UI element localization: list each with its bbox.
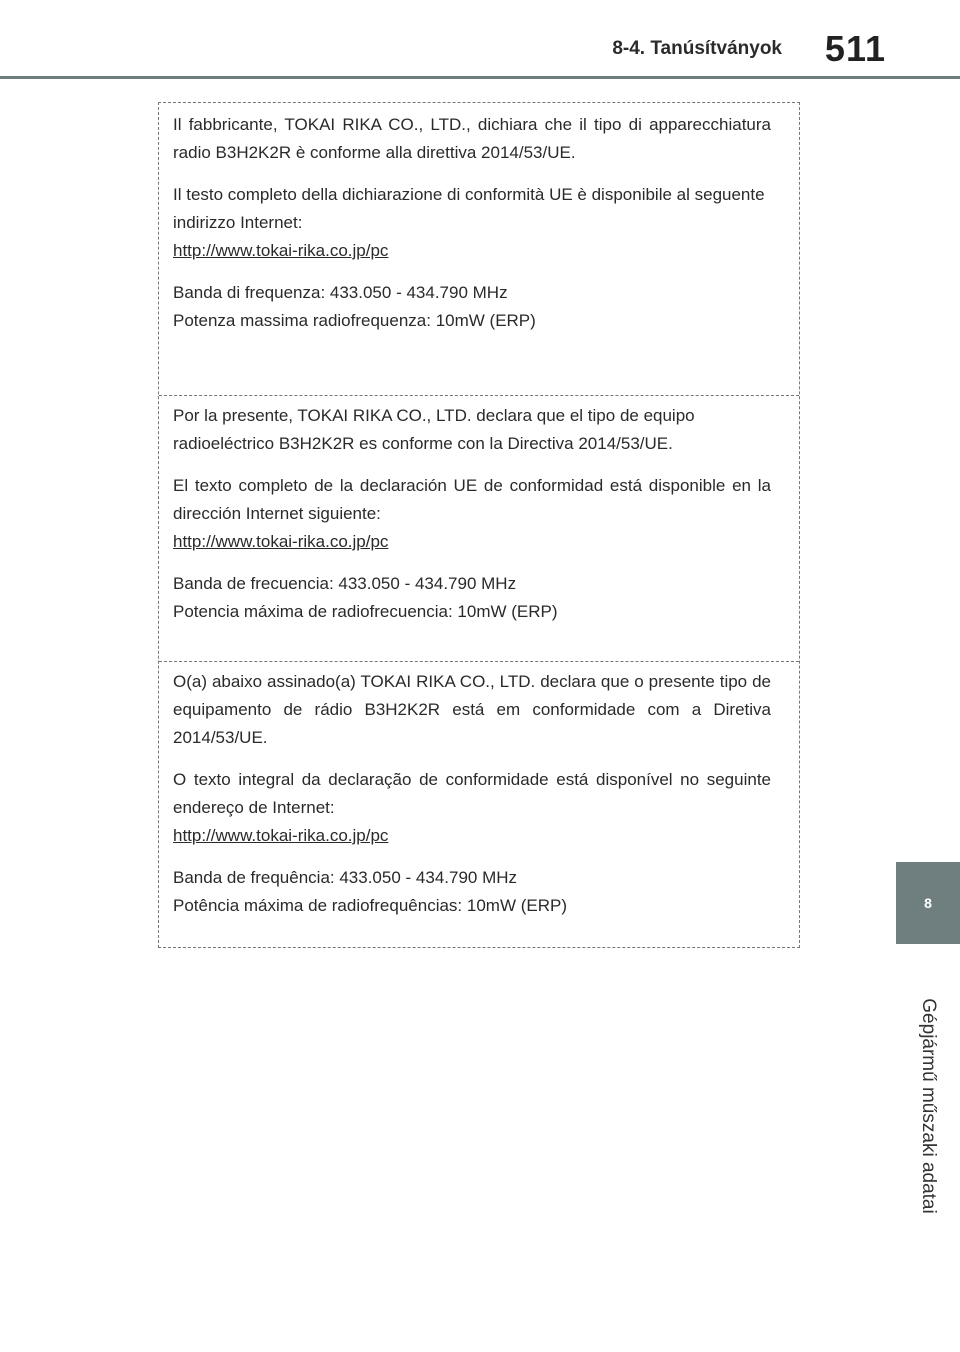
- frequency-band: Banda de frequência: 433.050 - 434.790 MHz: [173, 868, 518, 887]
- chapter-tab[interactable]: [896, 862, 960, 944]
- section-title: 8-4. Tanúsítványok: [612, 38, 782, 59]
- availability-text: Il testo completo della dichiarazione di conformità UE è disponibile al seguente indirizzo Internet:: [173, 185, 765, 232]
- italian-declaration: [159, 103, 799, 395]
- conformity-url-link[interactable]: http://www.tokai-rika.co.jp/pc: [173, 241, 389, 260]
- max-power: Potenza massima radiofrequenza: 10mW (ERP): [173, 311, 536, 330]
- frequency-band: Banda de frecuencia: 433.050 - 434.790 MHz: [173, 574, 517, 593]
- max-power: Potência máxima de radiofrequências: 10mW (ERP): [173, 896, 567, 915]
- portuguese-declaration: [159, 661, 799, 947]
- page-number: 511: [824, 28, 886, 69]
- frequency-band: Banda di frequenza: 433.050 - 434.790 MHz: [173, 283, 508, 302]
- declaration-text: Por la presente, TOKAI RIKA CO., LTD. declara que el tipo de equipo radioeléctrico B3H2K2R es conforme con la Directiva 2014/53/UE.: [173, 406, 695, 453]
- declaration-text: Il fabbricante, TOKAI RIKA CO., LTD., dichiara che il tipo di apparecchiatura radio B3H2K2R è conforme alla direttiva 2014/53/UE.: [173, 115, 771, 162]
- chapter-number: 8: [924, 895, 932, 911]
- conformity-url-link[interactable]: http://www.tokai-rika.co.jp/pc: [173, 826, 389, 845]
- chapter-title: Gépjármű műszaki adatai: [918, 998, 939, 1214]
- conformity-url-link[interactable]: http://www.tokai-rika.co.jp/pc: [173, 532, 389, 551]
- certificate-box: [158, 102, 800, 948]
- availability-text: O texto integral da declaração de conformidade está disponível no seguinte endereço de Internet:: [173, 770, 771, 817]
- header-divider: [0, 76, 960, 79]
- spanish-declaration: [159, 395, 799, 661]
- availability-text: El texto completo de la declaración UE de conformidad está disponible en la dirección Internet siguiente:: [173, 476, 771, 523]
- max-power: Potencia máxima de radiofrecuencia: 10mW (ERP): [173, 602, 558, 621]
- declaration-text: O(a) abaixo assinado(a) TOKAI RIKA CO., LTD. declara que o presente tipo de equipamento de rádio B3H2K2R está em conformidade com a Diretiva 2014/53/UE.: [173, 672, 771, 747]
